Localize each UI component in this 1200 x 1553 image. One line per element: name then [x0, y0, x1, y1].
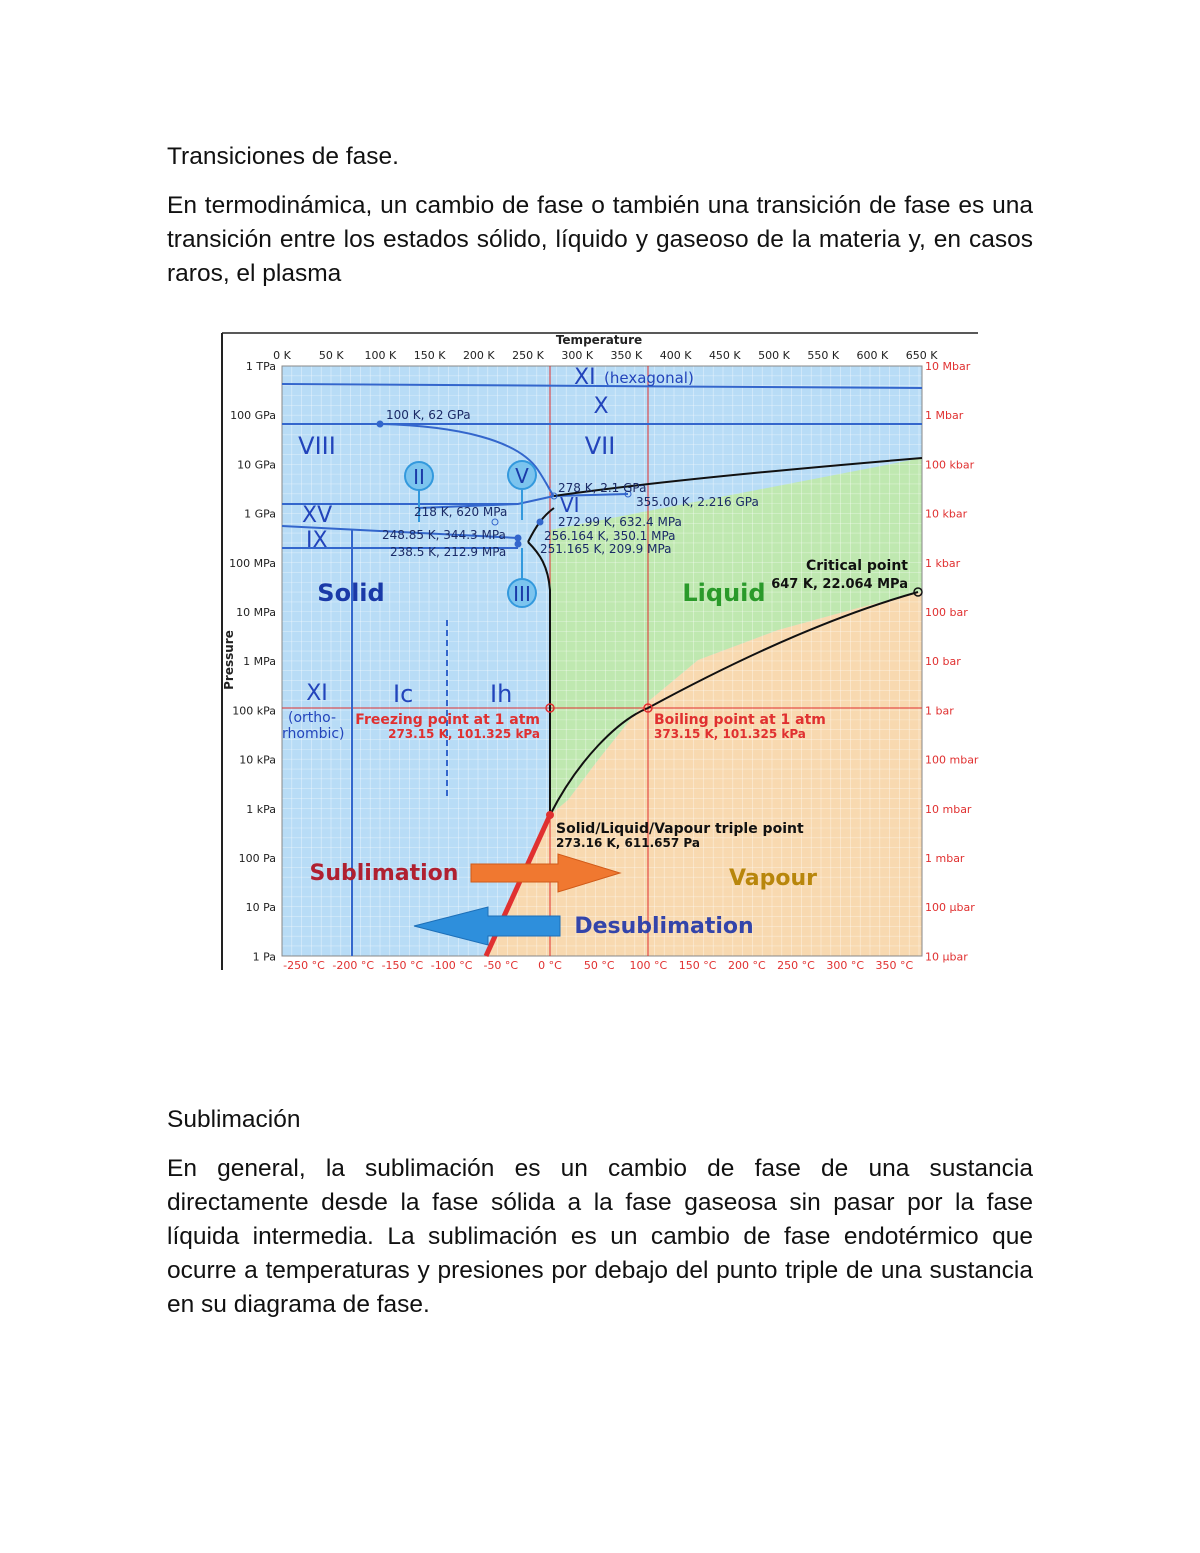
point-278k-label: 278 K, 2.1 GPa — [558, 481, 647, 495]
critical-point-title: Critical point — [806, 558, 908, 574]
pressure-bar-tick-label: 100 kbar — [925, 458, 975, 472]
kelvin-tick-label: 600 K — [856, 349, 889, 362]
pressure-axis-title: Pressure — [222, 630, 236, 690]
pressure-pa-tick-label: 100 Pa — [238, 852, 276, 865]
water-phase-diagram-figure — [218, 330, 980, 972]
celsius-tick-label: 50 °C — [583, 959, 615, 972]
ice-ic-label: Ic — [393, 680, 414, 708]
sublimation-label: Sublimation — [309, 861, 459, 886]
celsius-tick-label: 150 °C — [678, 959, 717, 972]
pressure-pa-tick-label: 100 kPa — [232, 704, 276, 718]
ice-ii-label: II — [413, 465, 425, 489]
ice-vi-label: VI — [560, 493, 580, 517]
celsius-tick-label: -200 °C — [332, 959, 375, 972]
freezing-point-value: 273.15 K, 101.325 kPa — [388, 727, 540, 741]
pressure-bar-tick-label: 10 mbar — [925, 802, 972, 816]
kelvin-tick-label: 250 K — [512, 349, 544, 362]
pressure-pa-tick-label: 100 MPa — [229, 556, 276, 570]
kelvin-tick-label: 150 K — [413, 349, 446, 362]
desublimation-label: Desublimation — [574, 914, 754, 939]
pressure-bar-tick-label: 10 Mbar — [925, 360, 971, 373]
ice-ix-label: IX — [306, 528, 328, 553]
pressure-pa-tick-label: 1 kPa — [246, 802, 276, 816]
celsius-tick-label: -150 °C — [381, 959, 424, 972]
point-272k-marker — [537, 519, 543, 525]
pressure-bar-tick-label: 1 Mbar — [925, 409, 964, 423]
kelvin-tick-label: 400 K — [659, 349, 692, 362]
ice-v-label: V — [515, 464, 529, 488]
kelvin-tick-label: 550 K — [807, 349, 840, 362]
point-238k-label: 238.5 K, 212.9 MPa — [390, 545, 507, 559]
paragraph-sublimation: En general, la sublimación es un cambio de fase de una sustancia directamente desde la fase sólida a la fase gaseosa sin pasar por la fase líquida intermedia. La sublimación es un cambio de fase endotérmico que ocurre a temperaturas y presiones por debajo del punto triple de una sustancia en su diagrama de fase. — [167, 1155, 1033, 1318]
point-100k-label: 100 K, 62 GPa — [386, 408, 471, 422]
ice-xi-hex-label: XI — [574, 365, 596, 390]
pressure-bar-tick-label: 100 µbar — [925, 901, 975, 915]
ice-viii-label: VIII — [298, 432, 336, 460]
paragraph-phase-transitions: En termodinámica, un cambio de fase o también una transición de fase es una transición entre los estados sólido, líquido y gaseoso de la materia y, en casos raros, el plasma — [167, 192, 1033, 287]
pressure-bar-tick-label: 1 mbar — [925, 852, 965, 865]
pressure-pa-tick-label: 100 GPa — [230, 409, 276, 423]
triple-point-value: 273.16 K, 611.657 Pa — [556, 836, 700, 850]
pressure-pa-tick-label: 1 MPa — [243, 655, 276, 669]
pressure-bar-tick-label: 1 bar — [925, 704, 954, 718]
pressure-pa-tick-label: 1 GPa — [244, 507, 276, 521]
pressure-pa-tick-label: 10 GPa — [237, 458, 276, 472]
celsius-tick-labels — [283, 959, 913, 972]
kelvin-tick-labels — [273, 349, 938, 362]
kelvin-tick-label: 300 K — [561, 349, 594, 362]
triple-point-marker — [546, 811, 554, 819]
celsius-tick-label: -100 °C — [430, 959, 473, 972]
celsius-tick-label: -250 °C — [283, 959, 325, 972]
point-256k-label: 256.164 K, 350.1 MPa — [544, 529, 676, 543]
liquid-label: Liquid — [682, 579, 766, 607]
triple-point-title: Solid/Liquid/Vapour triple point — [556, 821, 804, 837]
celsius-tick-label: 250 °C — [777, 959, 815, 972]
kelvin-tick-label: 500 K — [758, 349, 790, 362]
pressure-pa-tick-label: 1 TPa — [245, 360, 276, 373]
pressure-bar-tick-label: 100 bar — [925, 606, 968, 619]
ice-x-label: X — [593, 394, 609, 419]
point-272k-label: 272.99 K, 632.4 MPa — [558, 515, 682, 529]
ice-xv-label: XV — [302, 503, 333, 528]
ice-xi-ortho-note-1: (ortho- — [288, 710, 337, 726]
kelvin-tick-label: 100 K — [364, 349, 397, 362]
section-title-phase-transitions: Transiciones de fase. — [167, 143, 399, 170]
point-238k-marker — [515, 541, 521, 547]
pressure-pa-tick-label: 10 Pa — [245, 901, 276, 915]
boiling-point-title: Boiling point at 1 atm — [654, 712, 826, 728]
celsius-tick-label: -50 °C — [483, 959, 519, 972]
point-251k-label: 251.165 K, 209.9 MPa — [540, 542, 672, 556]
kelvin-tick-label: 450 K — [708, 349, 741, 362]
ice-ih-label: Ih — [490, 680, 513, 708]
pressure-pa-tick-labels — [229, 360, 276, 963]
celsius-tick-label: 350 °C — [875, 959, 914, 972]
ice-xi-ortho-note-2: rhombic) — [282, 726, 345, 742]
celsius-tick-label: 300 °C — [826, 959, 865, 972]
temperature-axis-title: Temperature — [555, 333, 643, 347]
pressure-bar-tick-label: 10 bar — [925, 655, 961, 669]
kelvin-tick-label: 0 K — [273, 349, 291, 362]
kelvin-tick-label: 350 K — [610, 349, 643, 362]
critical-point-value: 647 K, 22.064 MPa — [771, 577, 908, 592]
kelvin-tick-label: 650 K — [905, 349, 938, 362]
boiling-point-value: 373.15 K, 101.325 kPa — [654, 727, 806, 741]
solid-label: Solid — [317, 579, 385, 607]
ice-iii-label: III — [513, 582, 531, 606]
point-100k-marker — [377, 421, 383, 427]
kelvin-tick-label: 200 K — [462, 349, 495, 362]
freezing-point-title: Freezing point at 1 atm — [355, 712, 540, 728]
ice-xi-ortho-label: XI — [306, 681, 328, 706]
pressure-bar-tick-label: 10 µbar — [925, 950, 968, 964]
ice-xi-hex-note: (hexagonal) — [604, 369, 694, 387]
point-355k-label: 355.00 K, 2.216 GPa — [636, 495, 759, 509]
ice-vii-label: VII — [584, 432, 616, 460]
pressure-bar-tick-label: 100 mbar — [925, 753, 979, 767]
pressure-pa-tick-label: 10 kPa — [239, 753, 276, 767]
celsius-tick-label: 100 °C — [629, 959, 668, 972]
pressure-pa-tick-label: 10 MPa — [236, 606, 276, 619]
point-248k-marker — [515, 535, 521, 541]
pressure-bar-tick-label: 1 kbar — [925, 556, 961, 570]
kelvin-tick-label: 50 K — [318, 349, 344, 362]
vapour-label: Vapour — [728, 866, 818, 891]
point-248k-label: 248.85 K, 344.3 MPa — [382, 528, 506, 542]
celsius-tick-label: 0 °C — [538, 959, 562, 972]
celsius-tick-label: 200 °C — [727, 959, 766, 972]
pressure-bar-tick-label: 10 kbar — [925, 507, 968, 521]
pressure-bar-tick-labels — [925, 360, 979, 963]
point-218k-label: 218 K, 620 MPa — [414, 505, 508, 519]
section-title-sublimation: Sublimación — [167, 1106, 301, 1133]
pressure-pa-tick-label: 1 Pa — [252, 950, 276, 964]
